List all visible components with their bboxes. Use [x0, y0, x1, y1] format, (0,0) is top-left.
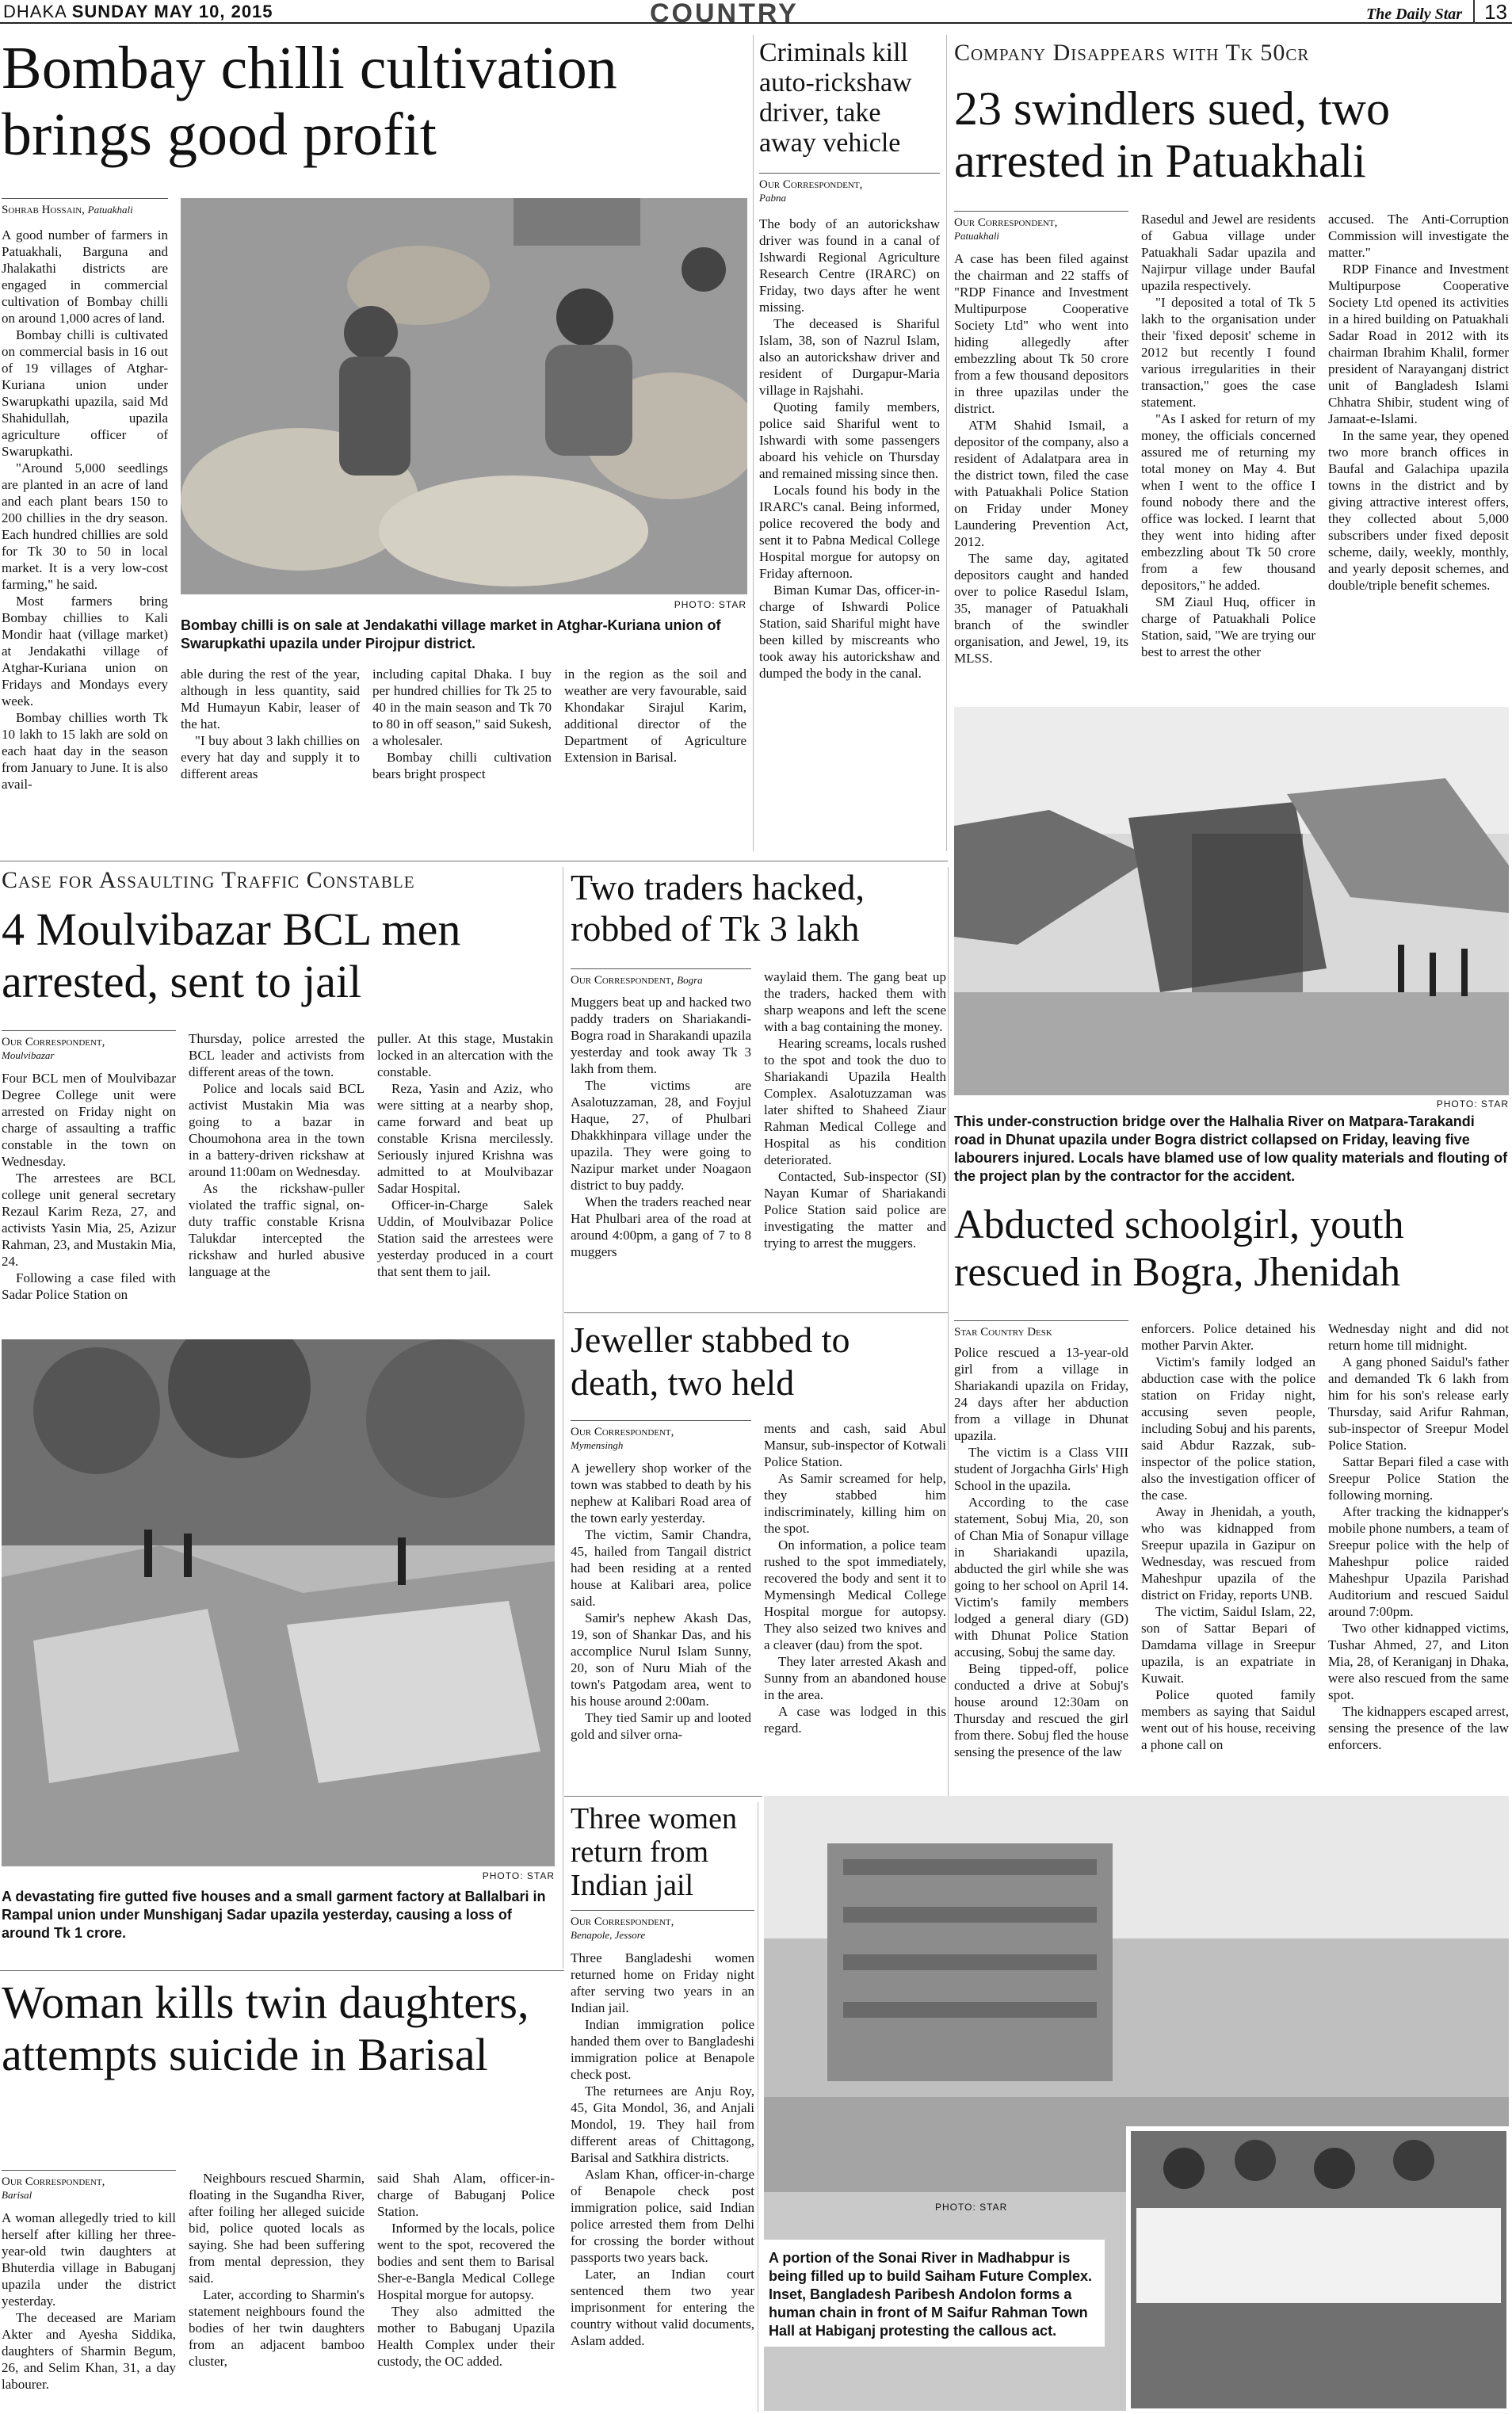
swindlers-byline-name: Our Correspondent, — [954, 216, 1058, 229]
twins-headline: Woman kills twin daughters, attempts suicide in Barisal — [2, 1977, 529, 2080]
fire-photo — [2, 1339, 555, 1866]
bcl-headline: 4 Moulvibazar BCL men arrested, sent to jail — [2, 903, 461, 1007]
column-rule — [946, 35, 947, 851]
paragraph: Three Bangladeshi women returned home on Friday night after serving two years in an Indian jail. — [571, 1950, 754, 2015]
swindlers-col-1 — [954, 250, 1128, 694]
rickshaw-byline — [759, 173, 940, 204]
fire-damage-image — [2, 1339, 555, 1866]
traders-byline-name: Our Correspondent, — [571, 974, 674, 987]
women-byline-location: Benapole, Jessore — [571, 1929, 646, 1941]
rickshaw-byline-location: Pabna — [759, 192, 786, 204]
page-header — [0, 0, 1512, 29]
paragraph: Bombay chilli cultivation bears bright prospect — [372, 750, 552, 781]
paragraph: Contacted, Sub-inspector (SI) Nayan Kumar of Shariakandi Police Station said police are investigating the matter and trying to arrest the muggers. — [764, 1169, 946, 1251]
swindlers-col-2 — [1141, 211, 1315, 696]
paragraph: Police quoted family members as saying that Saidul went out of his house, receiving a phone call on — [1141, 1687, 1315, 1752]
chilli-photo — [181, 198, 747, 594]
chilli-col-4 — [564, 666, 746, 852]
bcl-byline — [2, 1030, 176, 1062]
chilli-col-3 — [372, 666, 552, 852]
paragraph: enforcers. Police detained his mother Parvin Akter. — [1141, 1321, 1315, 1353]
paragraph: Quoting family members, police said Shariful went to Ishwardi with some passengers aboard his vehicle on Thursday and remained missing since then. — [759, 399, 940, 481]
twins-col-3 — [377, 2170, 555, 2412]
paragraph: Most farmers bring Bombay chillies to Kali Mondir haat (village market) at Jendakathi village of Atghar-Kuriana union on Fridays and Mondays every week. — [2, 594, 168, 709]
paragraph: ATM Shahid Ismail, a depositor of the company, also a resident of Adalatpara area in the district town, filed the case with Patuakhali Police Station on Friday under Money Laundering Prevention Act, 2012. — [954, 418, 1128, 549]
paragraph: puller. At this stage, Mustakin locked in an altercation with the constable. — [377, 1031, 553, 1079]
paragraph: "Around 5,000 seedlings are planted in an acre of land and each plant bears 150 to 200 chillies in the dry season. Each hundred chillies are sold for Tk 30 to 50 in local market. It is a very low-cost farming," he said. — [2, 460, 168, 592]
jeweller-byline — [571, 1420, 751, 1452]
bridge-caption: This under-construction bridge over the Halhalia River on Matpara-Tarakandi road in Dhunat upazila under Bogra district collapsed on Friday, leaving five labourers injured. Locals have blamed use of low quality materials and flouting of the project plan by the contractor for the accident. — [954, 1113, 1508, 1184]
swindlers-col-3 — [1328, 211, 1509, 696]
paragraph: A woman allegedly tried to kill herself after killing her three-year-old twin daughters at Bhuterdia village in Babuganj upazila under the district yesterday. — [2, 2210, 176, 2309]
twins-byline-name: Our Correspondent, — [2, 2175, 105, 2188]
paragraph: A gang phoned Saidul's father and demanded Tk 6 lakh from him for his son's release early Thursday, said Arifur Rahman, sub-inspector of Sreepur Model Police Station. — [1328, 1354, 1509, 1453]
paragraph: The deceased is Shariful Islam, 38, son of Nazrul Islam, also an autorickshaw driver and resident of Durgapur-Maria village in Rajshahi. — [759, 316, 940, 398]
paragraph: waylaid them. The gang beat up the traders, hacked them with sharp weapons and left the scene with a bag containing the money. — [764, 969, 946, 1034]
paragraph: in the region as the soil and weather are very favourable, said Khondakar Sirajul Karim, additional director of the Department of Agriculture Extension in Barisal. — [564, 667, 746, 765]
schoolgirl-headline: Abducted schoolgirl, youth rescued in Bogra, Jhenidah — [954, 1202, 1404, 1295]
paragraph: Samir's nephew Akash Das, 19, son of Shankar Das, and his accomplice Nurul Islam Sunny, 20, son of Nuru Miah of the town's Patgodam area, went to his house around 2:00am. — [571, 1610, 751, 1709]
section-title: COUNTRY — [650, 0, 799, 29]
paragraph: The victim is a Class VIII student of Jorgachha Girls' High School in the upazila. — [954, 1445, 1128, 1493]
chilli-market-image — [181, 198, 747, 594]
women-body — [571, 1950, 754, 2412]
paragraph: The victims are Asalotuzzaman, 28, and Foyjul Haque, 27, of Phulbari Dhakkhinpara village under the upazila. They were going to Nazipur market under Noagaon district to buy paddy. — [571, 1078, 751, 1193]
women-headline: Three women return from Indian jail — [571, 1802, 737, 1902]
paragraph: Being tipped-off, police conducted a drive at Sobuj's house around 12:30am on Thursday and rescued the girl from there. Sobuj fled the house sensing the presence of the law — [954, 1661, 1128, 1759]
paragraph: A case has been filed against the chairman and 22 staffs of "RDP Finance and Investment Multipurpose Cooperative Society Ltd" who went into hiding allegedly after embezzling about Tk 50 crore from a few thousand depositors in three upazilas under the district. — [954, 251, 1128, 416]
section-rule — [564, 1312, 948, 1313]
dateline — [3, 2, 273, 22]
swindlers-kicker: Company Disappears with Tk 50cr — [954, 40, 1310, 66]
paragraph: The returnees are Anju Roy, 45, Gita Mondol, 36, and Anjali Mondol, 19. They hail from different areas of Chittagong, Barisal and Satkhira districts. — [571, 2084, 754, 2165]
paragraph: Later, according to Sharmin's statement neighbours found the bodies of her twin daughters from an adjacent bamboo cluster, — [189, 2287, 365, 2369]
paragraph: Later, an Indian court sentenced them two year imprisonment for entering the country without valid documents, Aslam added. — [571, 2267, 754, 2348]
bridge-photo-credit: PHOTO: STAR — [1436, 1098, 1509, 1110]
paragraph: Hearing screams, locals rushed to the spot and took the duo to Shariakandi Upazila Health Complex. Asalotuzzaman was later shifted to Shaheed Ziaur Rahman Medical College and Hospital as his condition deteriorated. — [764, 1036, 946, 1167]
schoolgirl-col-2 — [1141, 1320, 1315, 1772]
paragraph: accused. The Anti-Corruption Commission will investigate the matter." — [1328, 212, 1509, 260]
schoolgirl-col-1 — [954, 1344, 1128, 1772]
paragraph: Indian immigration police handed them over to Bangladeshi immigration police at Benapole check post. — [571, 2017, 754, 2082]
header-right — [1366, 0, 1507, 25]
paragraph: They later arrested Akash and Sunny from an abandoned house in the area. — [764, 1654, 946, 1702]
paragraph: As Samir screamed for help, they stabbed him indiscriminately, killing him on the spot. — [764, 1471, 946, 1536]
paragraph: said Shah Alam, officer-in-charge of Babuganj Police Station. — [377, 2171, 555, 2219]
fire-photo-credit: PHOTO: STAR — [482, 1870, 555, 1881]
twins-byline-location: Barisal — [2, 2189, 32, 2201]
paragraph: The same day, agitated depositors caught and handed over to police Rasedul Islam, 35, manager of Patuakhali branch of the swindler organisation, and Jewel, 19, its MLSS. — [954, 551, 1128, 666]
women-byline — [571, 1910, 754, 1942]
schoolgirl-col-3 — [1328, 1320, 1509, 1772]
bcl-col-1 — [2, 1070, 176, 1323]
paragraph: A case was lodged in this regard. — [764, 1704, 946, 1736]
chilli-col-1 — [2, 227, 168, 853]
paragraph: The arrestees are BCL college unit general secretary Rezaul Karim Reza, 27, and activists Yasin Mia, 25, Azizur Rahman, 23, and Mustakin Mia, 24. — [2, 1171, 176, 1269]
paragraph: including capital Dhaka. I buy per hundred chillies for Tk 25 to 40 in the main season and Tk 70 to 80 in off season," said Sukesh, a wholesaler. — [372, 667, 552, 748]
paper-logo: The Daily Star — [1365, 6, 1463, 23]
paragraph: "I deposited a total of Tk 5 lakh to the organisation under their 'fixed deposit' scheme in 2012 but recently I found various irregularities in their transaction," goes the case statement. — [1141, 295, 1315, 410]
bridge-photo — [954, 707, 1509, 1095]
paragraph: On information, a police team rushed to the spot immediately, recovered the body and sent it to Mymensingh Medical College Hospital morgue for autopsy. They also seized two knives and a cleaver (dau) from the spot. — [764, 1537, 946, 1652]
bcl-byline-location: Moulvibazar — [2, 1049, 55, 1061]
women-byline-name: Our Correspondent, — [571, 1916, 674, 1928]
jeweller-col-1 — [571, 1460, 751, 1777]
paragraph: In the same year, they opened two more branch offices in Baufal and Galachipa upazila towns in the district and by giving attractive interest offers, they collected about 5,000 subscribers under fixed deposit scheme, daily, weekly, monthly, and yearly deposit schemes, and double/triple benefit schemes. — [1328, 428, 1509, 593]
paragraph: Officer-in-Charge Salek Uddin, of Moulvibazar Police Station said the arrestees were yesterday produced in a court that sent them to jail. — [377, 1197, 553, 1279]
paragraph: Informed by the locals, police went to the spot, recovered the bodies and sent them to Barisal Sher-e-Bangla Medical College Hospital morgue for autopsy. — [377, 2221, 555, 2302]
rickshaw-body — [759, 216, 940, 850]
paragraph: Muggers beat up and hacked two paddy traders on Shariakandi-Bogra road in Sharakandi upazila yesterday and took away Tk 3 lakh from them. — [571, 995, 751, 1076]
schoolgirl-byline: Star Country Desk — [954, 1320, 1128, 1339]
paragraph: According to the case statement, Sobuj Mia, 20, son of Chan Mia of Sonapur village in Shariakandi upazila, abducted the girl while she was going to her school on April 14. Victim's family members lodged a general diary (GD) with Dhunat Police Station accusing, Sobuj the same day. — [954, 1495, 1128, 1660]
paragraph: Victim's family lodged an abduction case with the police station on Friday night, accusing seven people, including Sobuj and his parents, said Abdur Razzak, sub-inspector of the police station, also the investigation officer of the case. — [1141, 1354, 1315, 1503]
sonai-photo-credit: PHOTO: STAR — [935, 2202, 1008, 2213]
paragraph: ments and cash, said Abul Mansur, sub-inspector of Kotwali Police Station. — [764, 1421, 946, 1469]
paragraph: Neighbours rescued Sharmin, floating in the Sugandha River, after foiling her alleged suicide bid, police quoted locals as saying. She had been suffering from mental depression, they said. — [189, 2171, 365, 2286]
jeweller-headline: Jeweller stabbed to death, two held — [571, 1320, 850, 1403]
collapsed-bridge-image — [954, 707, 1509, 1095]
fire-caption: A devastating fire gutted five houses and a small garment factory at Ballalbari in Rampal union under Munshiganj Sadar upazila yesterday, causing a loss of around Tk 1 crore. — [2, 1889, 546, 1941]
paragraph: The kidnappers escaped arrest, sensing the presence of the law enforcers. — [1328, 1704, 1509, 1752]
jeweller-byline-location: Mymensingh — [571, 1439, 624, 1451]
swindlers-byline-location: Patuakhali — [954, 230, 1000, 242]
twins-col-2 — [189, 2170, 365, 2412]
chilli-byline — [2, 198, 168, 217]
chilli-headline: Bombay chilli cultivation brings good profit — [2, 35, 617, 168]
paragraph: Thursday, police arrested the BCL leader and activists from different areas of the town. — [189, 1031, 365, 1079]
paragraph: Bombay chilli is cultivated on commercial basis in 16 out of 19 villages of Atghar-Kuriana union under Swarupkathi upazila, said Md Shahidullah, upazila agriculture officer of Swarupkathi. — [2, 327, 168, 459]
chilli-byline-name: Sohrab Hossain, — [2, 204, 85, 216]
dateline-city: DHAKA — [3, 2, 67, 21]
swindlers-headline: 23 swindlers sued, two arrested in Patuakhali — [954, 82, 1390, 187]
chilli-photo-credit: PHOTO: STAR — [674, 599, 746, 610]
traders-byline-location: Bogra — [677, 974, 703, 986]
paragraph: Locals found his body in the IRARC's canal. Being informed, police recovered the body and sent it to Pabna Medical College Hospital morgue for autopsy on Friday afternoon. — [759, 483, 940, 581]
twins-byline — [2, 2170, 176, 2202]
chilli-col-2 — [181, 666, 360, 852]
bcl-col-3 — [377, 1030, 553, 1323]
jeweller-byline-name: Our Correspondent, — [571, 1426, 674, 1438]
jeweller-col-2 — [764, 1420, 946, 1777]
paragraph: The body of an autorickshaw driver was found in a canal of Ishwardi Regional Agriculture Research Centre (IRARC) on Friday, two days after he went missing. — [759, 216, 940, 315]
chilli-byline-location: Patuakhali — [87, 204, 133, 216]
paragraph: RDP Finance and Investment Multipurpose Cooperative Society Ltd opened its activities in a hired building on Patuakhali Sadar Road in 2012 with its chairman Ibrahim Khalil, former president of Narayanganj district unit of Bangladesh Islami Chhatra Shibir, student wing of Jamaat-e-Islami. — [1328, 262, 1509, 426]
twins-col-1 — [2, 2210, 176, 2412]
paragraph: The victim, Samir Chandra, 45, hailed from Tangail district had been residing at a rented house at Kalibari area, police said. — [571, 1527, 751, 1609]
paragraph: Sattar Bepari filed a case with Sreepur Police Station the following morning. — [1328, 1454, 1509, 1503]
paragraph: The deceased are Mariam Akter and Ayesha Siddika, daughters of Sharmin Begum, 26, and Selim Khan, 31, a day labourer. — [2, 2310, 176, 2392]
paragraph: A good number of farmers in Patuakhali, Barguna and Jhalakathi districts are engaged in commercial cultivation of Bombay chilli on around 1,000 acres of land. — [2, 227, 168, 326]
paragraph: Away in Jhenidah, a youth, who was kidnapped from Sreepur upazila in Gazipur on Wednesday, was rescued from Maheshpur upazila of the district on Friday, reports UNB. — [1141, 1504, 1315, 1602]
rickshaw-byline-name: Our Correspondent, — [759, 178, 863, 191]
paragraph: Two other kidnapped victims, Tushar Ahmed, 27, and Liton Mia, 28, of Keraniganj in Dhaka, were also rescued from the same spot. — [1328, 1621, 1509, 1702]
paragraph: A jewellery shop worker of the town was stabbed to death by his nephew at Kalibari Road area of the town early yesterday. — [571, 1461, 751, 1526]
paragraph: Police rescued a 13-year-old girl from a village in Shariakandi upazila on Friday, 24 days after her abduction from a village in Dhunat upazila. — [954, 1345, 1128, 1443]
paragraph: "As I asked for return of my money, the officials concerned assured me of returning my total money on May 4. But when I went to the office I found nobody there and the office was locked. I learnt that they went into hiding after embezzling about Tk 50 crore from a few thousand depositors," he added. — [1141, 411, 1315, 593]
page-number: 13 — [1473, 0, 1507, 24]
paragraph: Police and locals said BCL activist Mustakin Mia was going to a bazar in Choumohona area in the town in a battery-driven rickshaw at around 11:00am on Wednesday. — [189, 1081, 365, 1179]
paragraph: Four BCL men of Moulvibazar Degree College unit were arrested on Friday night on charge of assaulting a traffic constable in the town on Wednesday. — [2, 1071, 176, 1169]
chilli-caption: Bombay chilli is on sale at Jendakathi village market in Atghar-Kuriana union of Swarupkathi upazila under Pirojpur district. — [181, 617, 721, 651]
issue-date: SUNDAY MAY 10, 2015 — [71, 2, 273, 21]
paragraph: Wednesday night and did not return home till midnight. — [1328, 1321, 1509, 1353]
paragraph: They tied Samir up and looted gold and silver orna- — [571, 1710, 751, 1742]
paragraph: Following a case filed with Sadar Police Station on — [2, 1270, 176, 1302]
swindlers-byline — [954, 211, 1128, 243]
paragraph: After tracking the kidnapper's mobile phone numbers, a team of Sreepur police with the help of Maheshpur police raided Maheshpur Upazila Parishad Auditorium and rescued Saidul around 7:00pm. — [1328, 1504, 1509, 1619]
bcl-col-2 — [189, 1030, 365, 1323]
rickshaw-headline: Criminals kill auto-rickshaw driver, take away vehicle — [759, 38, 912, 158]
paragraph: When the traders reached near Hat Phulbari area of the road at around 4:00pm, a gang of 7 to 8 muggers — [571, 1194, 751, 1259]
bcl-byline-name: Our Correspondent, — [2, 1036, 105, 1048]
paragraph: "I buy about 3 lakh chillies on every hat day and supply it to different areas — [181, 733, 360, 781]
traders-col-2 — [764, 968, 946, 1311]
column-rule — [753, 35, 754, 851]
paragraph: As the rickshaw-puller violated the traffic signal, on-duty traffic constable Krisna Talukdar intercepted the rickshaw and hurled abusive language at the — [189, 1181, 365, 1279]
paragraph: able during the rest of the year, although in less quantity, said Md Humayun Kabir, leaser of the hat. — [181, 667, 360, 731]
paragraph: Biman Kumar Das, officer-in-charge of Ishwardi Police Station, said Shariful might have been killed by miscreants who took away his autorickshaw and dumped the body in the canal. — [759, 582, 940, 681]
traders-col-1 — [571, 994, 751, 1311]
paragraph: Bombay chillies worth Tk 10 lakh to 15 lakh are sold on each haat day in the season from January to June. It is also avail- — [2, 710, 168, 792]
traders-byline — [571, 968, 751, 987]
traders-headline: Two traders hacked, robbed of Tk 3 lakh — [571, 867, 865, 949]
paragraph: Aslam Khan, officer-in-charge of Benapole check post immigration police, said Indian police arrested them from Delhi for crossing the border without passports two years back. — [571, 2167, 754, 2265]
bcl-kicker: Case for Assaulting Traffic Constable — [2, 867, 415, 893]
section-rule — [564, 1796, 762, 1797]
section-rule — [0, 1970, 564, 1971]
paragraph: The victim, Saidul Islam, 22, son of Sattar Bepari of Damdama village in Sreepur upazila, is an expatriate in Kuwait. — [1141, 1604, 1315, 1686]
paragraph: SM Ziaul Huq, officer in charge of Patuakhali Police Station, said, "We are trying our best to arrest the other — [1141, 594, 1315, 659]
paragraph: They also admitted the mother to Babuganj Upazila Health Complex under their custody, the OC added. — [377, 2304, 555, 2369]
paragraph: Rasedul and Jewel are residents of Gabua village under Patuakhali Sadar upazila and Najirpur village under Baufal upazila respectively. — [1141, 212, 1315, 293]
sonai-caption: A portion of the Sonai River in Madhabpur is being filled up to build Saiham Future Complex. Inset, Bangladesh Paribesh Andolon forms a human chain in front of M Saifur Rahman Town Hall at Habiganj protesting the callous act. — [764, 2240, 1105, 2347]
paragraph: Reza, Yasin and Aziz, who were sitting at a nearby shop, came forward and beat up constable Krisna mercilessly. Seriously injured Krishna was admitted to at Moulvibazar Sadar Hospital. — [377, 1081, 553, 1196]
